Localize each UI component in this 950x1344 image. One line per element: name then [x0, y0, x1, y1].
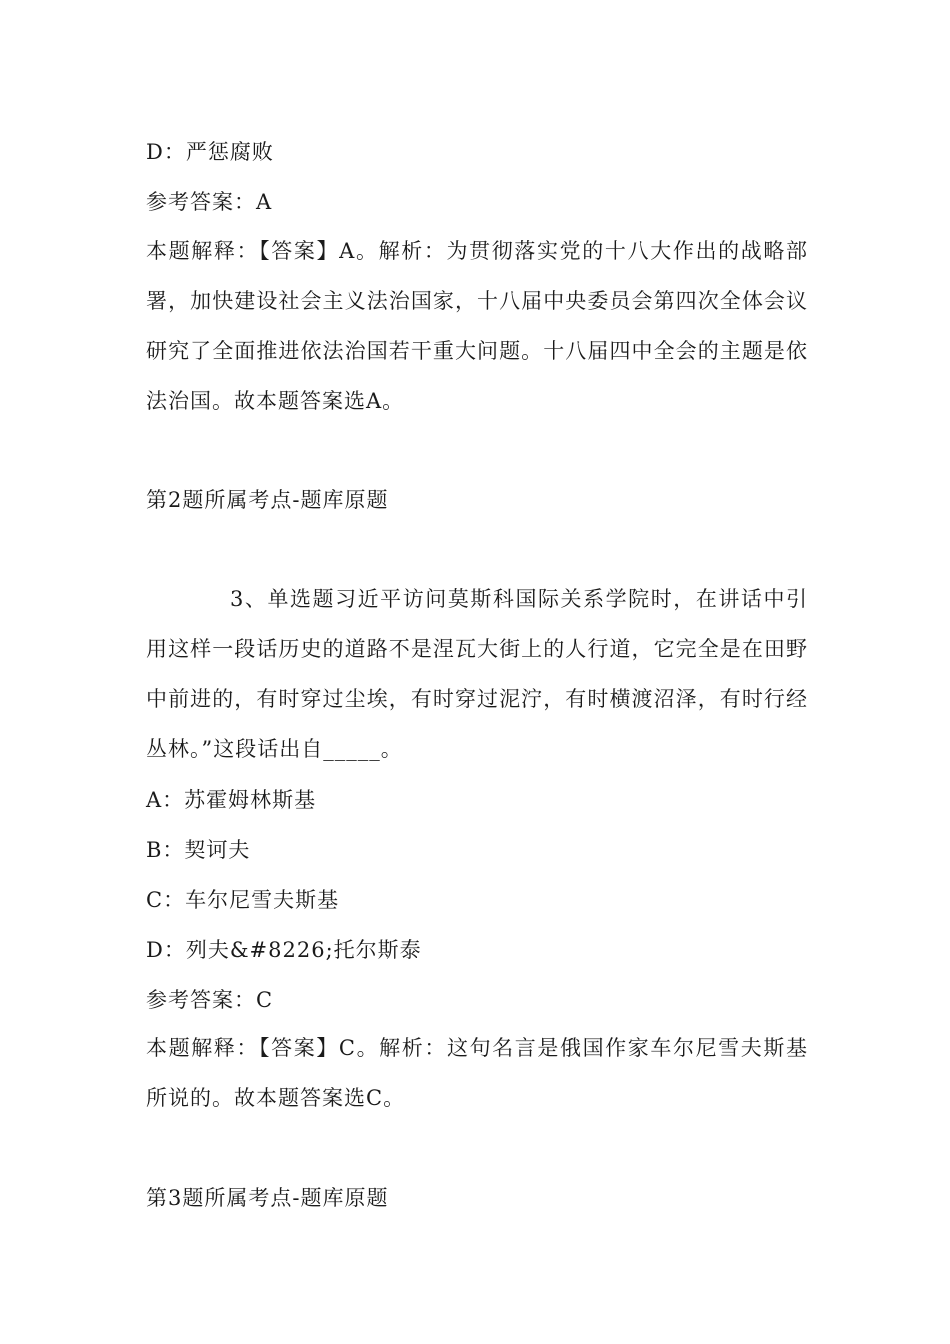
q1-explanation: 本题解释：【答案】A。解析：为贯彻落实党的十八大作出的战略部署，加快建设社会主义法治国家，十八届中央委员会第四次全体会议研究了全面推进依法治国若干重大问题。十八届四中全会的主题是依法治国。故本题答案选A。	[146, 239, 808, 413]
q3-knowledge-point: 第3题所属考点-题库原题	[146, 1186, 389, 1210]
q3-answer: 参考答案：C	[146, 988, 274, 1012]
q3-option-a: A：苏霍姆林斯基	[146, 788, 317, 812]
q3-option-b: B：契诃夫	[146, 838, 251, 862]
q3-option-d: D：列夫&#8226;托尔斯泰	[146, 938, 422, 962]
q3-option-c: C：车尔尼雪夫斯基	[146, 888, 340, 912]
q1-answer: 参考答案：A	[146, 190, 273, 214]
q1-option-d: D：严惩腐败	[146, 140, 274, 164]
q2-knowledge-point: 第2题所属考点-题库原题	[146, 488, 389, 512]
q3-explanation: 本题解释：【答案】C。解析：这句名言是俄国作家车尔尼雪夫斯基所说的。故本题答案选C。	[146, 1036, 808, 1110]
q3-stem: 3、单选题习近平访问莫斯科国际关系学院时，在讲话中引用这样一段话历史的道路不是涅瓦大街上的人行道，它完全是在田野中前进的，有时穿过尘埃，有时穿过泥泞，有时横渡沼泽，有时行经丛林。”这段话出自_____。	[146, 587, 808, 761]
